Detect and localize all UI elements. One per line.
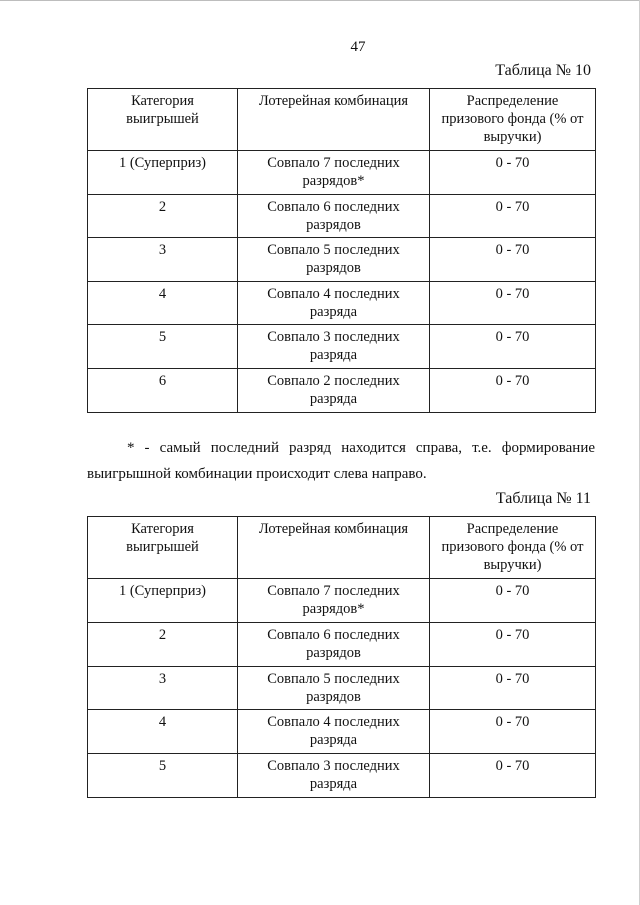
cell-combination: Совпало 4 последних разряда [238, 710, 430, 754]
cell-category: 1 (Суперприз) [88, 579, 238, 623]
table-row [88, 368, 596, 412]
cell-combination: Совпало 7 последних разрядов* [238, 579, 430, 623]
footnote-line-1: * - самый последний разряд находится справа, т.е. формирование [127, 440, 595, 456]
cell-category: 1 (Суперприз) [88, 151, 238, 195]
cell-category: 4 [88, 281, 238, 325]
cell-combination: Совпало 6 последних разрядов [238, 194, 430, 238]
cell-distribution: 0 - 70 [430, 666, 596, 710]
cell-distribution: 0 - 70 [430, 238, 596, 282]
cell-combination: Совпало 6 последних разрядов [238, 622, 430, 666]
cell-distribution: 0 - 70 [430, 281, 596, 325]
cell-distribution: 0 - 70 [430, 710, 596, 754]
table-row [88, 710, 596, 754]
cell-category: 5 [88, 754, 238, 798]
cell-combination: Совпало 3 последних разряда [238, 754, 430, 798]
header-combination: Лотерейная комбинация [238, 517, 430, 579]
cell-distribution: 0 - 70 [430, 622, 596, 666]
header-combination: Лотерейная комбинация [238, 89, 430, 151]
header-category: Категория выигрышей [88, 89, 238, 151]
cell-distribution: 0 - 70 [430, 151, 596, 195]
table-11 [87, 516, 596, 798]
cell-combination: Совпало 7 последних разрядов* [238, 151, 430, 195]
header-distribution: Распределение призового фонда (% от выручки) [430, 89, 596, 151]
page-number: 47 [350, 39, 366, 55]
cell-distribution: 0 - 70 [430, 325, 596, 369]
cell-distribution: 0 - 70 [430, 368, 596, 412]
header-category: Категория выигрышей [88, 517, 238, 579]
table-row [88, 238, 596, 282]
table-header-row [88, 517, 596, 579]
table-row [88, 151, 596, 195]
table-row [88, 754, 596, 798]
cell-category: 2 [88, 194, 238, 238]
cell-combination: Совпало 5 последних разрядов [238, 666, 430, 710]
cell-category: 6 [88, 368, 238, 412]
cell-category: 5 [88, 325, 238, 369]
cell-category: 3 [88, 666, 238, 710]
cell-distribution: 0 - 70 [430, 754, 596, 798]
cell-category: 3 [88, 238, 238, 282]
cell-combination: Совпало 5 последних разрядов [238, 238, 430, 282]
table-10-caption: Таблица № 10 [495, 62, 591, 79]
cell-category: 2 [88, 622, 238, 666]
table-11-caption: Таблица № 11 [495, 490, 591, 507]
cell-distribution: 0 - 70 [430, 579, 596, 623]
cell-distribution: 0 - 70 [430, 194, 596, 238]
cell-combination: Совпало 4 последних разряда [238, 281, 430, 325]
table-row [88, 666, 596, 710]
table-header-row [88, 89, 596, 151]
header-distribution: Распределение призового фонда (% от выручки) [430, 517, 596, 579]
cell-combination: Совпало 3 последних разряда [238, 325, 430, 369]
table-row [88, 622, 596, 666]
cell-combination: Совпало 2 последних разряда [238, 368, 430, 412]
page-edge-top [0, 0, 640, 1]
table-row [88, 194, 596, 238]
table-10 [87, 88, 596, 413]
cell-category: 4 [88, 710, 238, 754]
table-row [88, 325, 596, 369]
footnote-line-2: выигрышной комбинации происходит слева направо. [87, 466, 427, 482]
table-row [88, 281, 596, 325]
table-row [88, 579, 596, 623]
